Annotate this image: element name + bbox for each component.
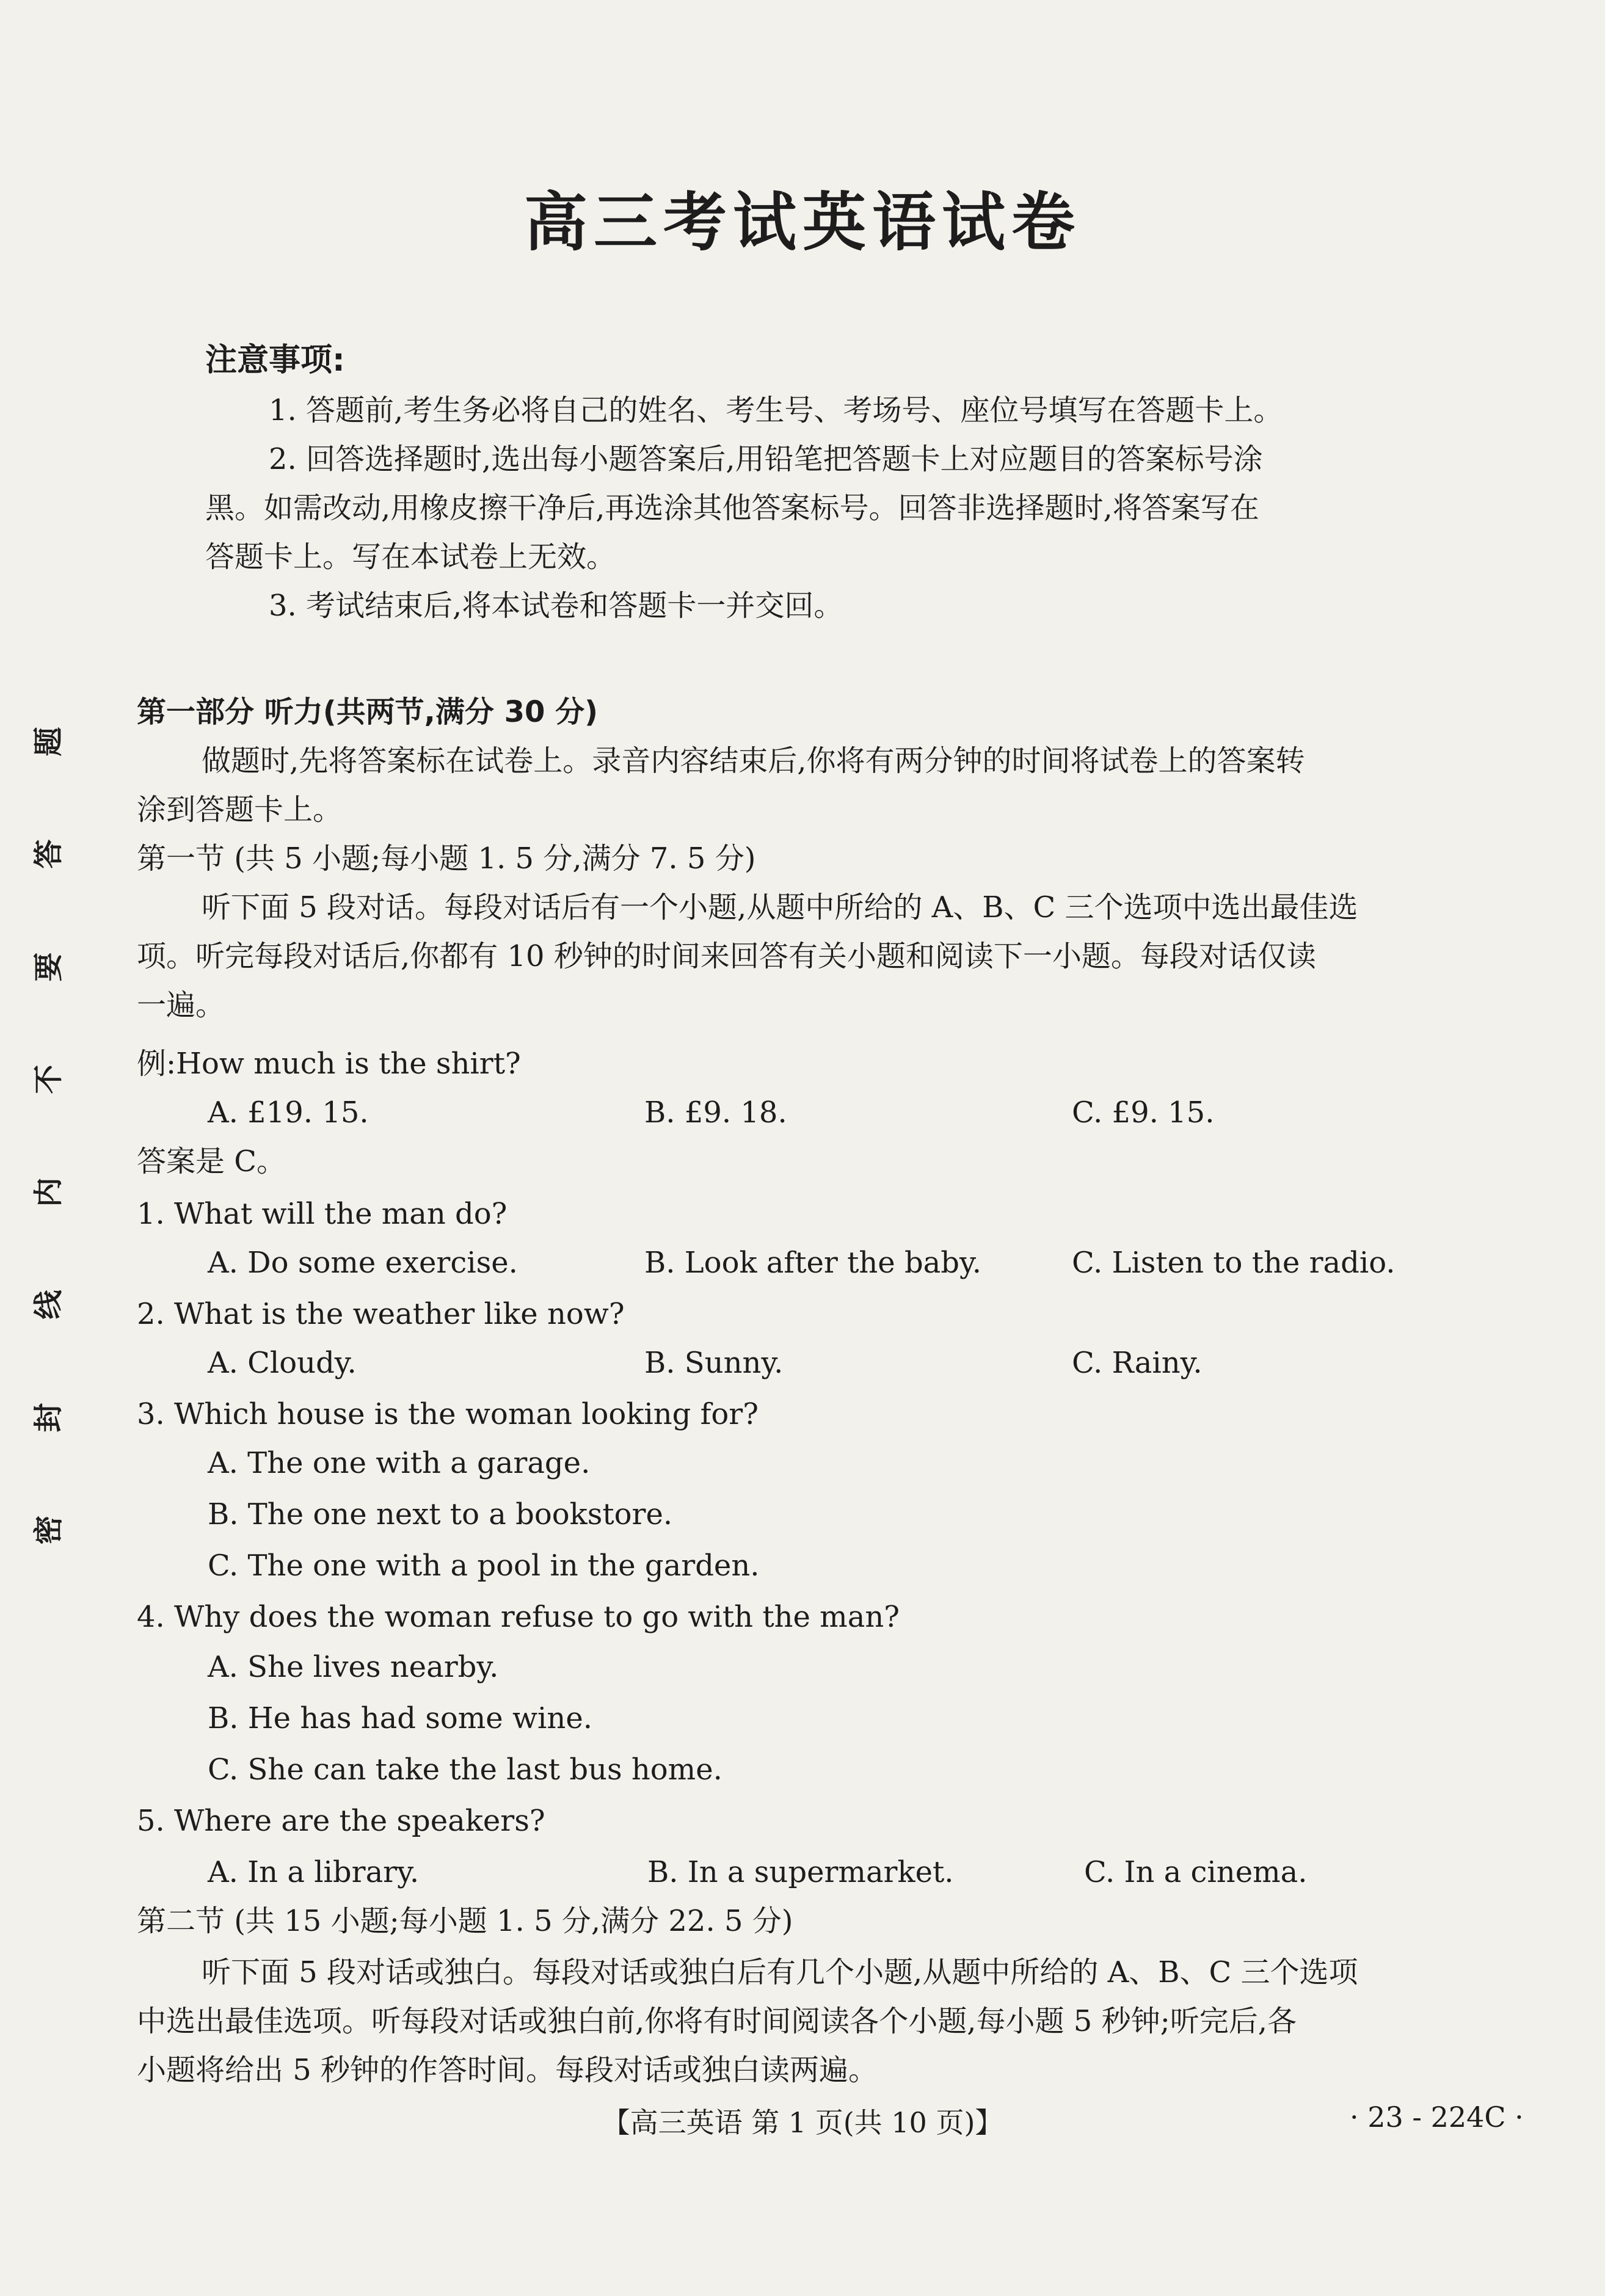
seal-char: 密: [31, 1515, 66, 1545]
q1-option-a: A. Do some exercise.: [208, 1246, 518, 1280]
q2-question: 2. What is the weather like now?: [137, 1297, 625, 1331]
part1-intro-line-2: 涂到答题卡上。: [137, 793, 343, 827]
seal-char: 线: [31, 1290, 66, 1320]
example-question: 例:How much is the shirt?: [137, 1047, 521, 1081]
q5-question: 5. Where are the speakers?: [137, 1804, 545, 1838]
example-option-c: C. £9. 15.: [1072, 1095, 1215, 1130]
q5-option-a: A. In a library.: [208, 1855, 420, 1889]
q3-question: 3. Which house is the woman looking for?: [137, 1397, 759, 1431]
seal-line: [24, 721, 67, 1551]
q2-option-c: C. Rainy.: [1072, 1346, 1203, 1380]
example-option-b: B. £9. 18.: [644, 1095, 787, 1130]
paper-code: · 23 - 224C ·: [1350, 2101, 1524, 2134]
q1-question: 1. What will the man do?: [137, 1197, 508, 1231]
q4-question: 4. Why does the woman refuse to go with the man?: [137, 1600, 900, 1634]
seal-char: 不: [31, 1064, 66, 1094]
q4-option-b: B. He has had some wine.: [208, 1701, 592, 1735]
section2-instr-line-1: 听下面 5 段对话或独白。每段对话或独白后有几个小题,从题中所给的 A、B、C 三个选项: [202, 1955, 1358, 1989]
section1-heading: 第一节 (共 5 小题;每小题 1. 5 分,满分 7. 5 分): [137, 841, 756, 876]
page-title: 高三考试英语试卷: [523, 185, 1081, 260]
seal-char: 要: [31, 952, 66, 982]
example-answer: 答案是 C。: [137, 1144, 286, 1179]
seal-char: 内: [31, 1177, 66, 1207]
section2-instr-line-2: 中选出最佳选项。听每段对话或独白前,你将有时间阅读各个小题,每小题 5 秒钟;听完后,各: [137, 2004, 1297, 2038]
notice-item-1: 1. 答题前,考生务必将自己的姓名、考生号、考场号、座位号填写在答题卡上。: [269, 393, 1283, 427]
q4-option-c: C. She can take the last bus home.: [208, 1753, 722, 1787]
q1-option-b: B. Look after the baby.: [644, 1246, 982, 1280]
seal-char: 答: [31, 839, 66, 869]
q3-option-a: A. The one with a garage.: [208, 1446, 591, 1480]
q3-option-c: C. The one with a pool in the garden.: [208, 1549, 760, 1583]
page-footer: 【高三英语 第 1 页(共 10 页)】: [602, 2106, 1003, 2139]
section1-instr-line-2: 项。听完每段对话后,你都有 10 秒钟的时间来回答有关小题和阅读下一小题。每段对话仅读: [137, 939, 1316, 973]
section1-instr-line-1: 听下面 5 段对话。每段对话后有一个小题,从题中所给的 A、B、C 三个选项中选出最佳选: [202, 890, 1358, 925]
seal-char: 题: [31, 727, 66, 757]
section1-instr-line-3: 一遍。: [137, 988, 225, 1022]
notice-item-2-line-2: 黑。如需改动,用橡皮擦干净后,再选涂其他答案标号。回答非选择题时,将答案写在: [205, 491, 1259, 525]
q1-option-c: C. Listen to the radio.: [1072, 1246, 1396, 1280]
q2-option-b: B. Sunny.: [644, 1346, 784, 1380]
notice-item-2-line-1: 2. 回答选择题时,选出每小题答案后,用铅笔把答题卡上对应题目的答案标号涂: [269, 442, 1263, 476]
q5-option-c: C. In a cinema.: [1084, 1855, 1308, 1889]
notice-item-2-line-3: 答题卡上。写在本试卷上无效。: [205, 540, 616, 574]
section2-instr-line-3: 小题将给出 5 秒钟的作答时间。每段对话或独白读两遍。: [137, 2053, 878, 2087]
q5-option-b: B. In a supermarket.: [647, 1855, 954, 1889]
part1-intro-line-1: 做题时,先将答案标在试卷上。录音内容结束后,你将有两分钟的时间将试卷上的答案转: [202, 744, 1305, 778]
seal-char: 封: [31, 1403, 66, 1433]
notice-heading: 注意事项:: [205, 342, 345, 379]
q3-option-b: B. The one next to a bookstore.: [208, 1497, 673, 1531]
section2-heading: 第二节 (共 15 小题;每小题 1. 5 分,满分 22. 5 分): [137, 1904, 793, 1938]
example-option-a: A. £19. 15.: [208, 1095, 369, 1130]
q4-option-a: A. She lives nearby.: [208, 1650, 499, 1684]
q2-option-a: A. Cloudy.: [208, 1346, 357, 1380]
part1-heading: 第一部分 听力(共两节,满分 30 分): [137, 695, 599, 729]
notice-item-3: 3. 考试结束后,将本试卷和答题卡一并交回。: [269, 589, 843, 623]
